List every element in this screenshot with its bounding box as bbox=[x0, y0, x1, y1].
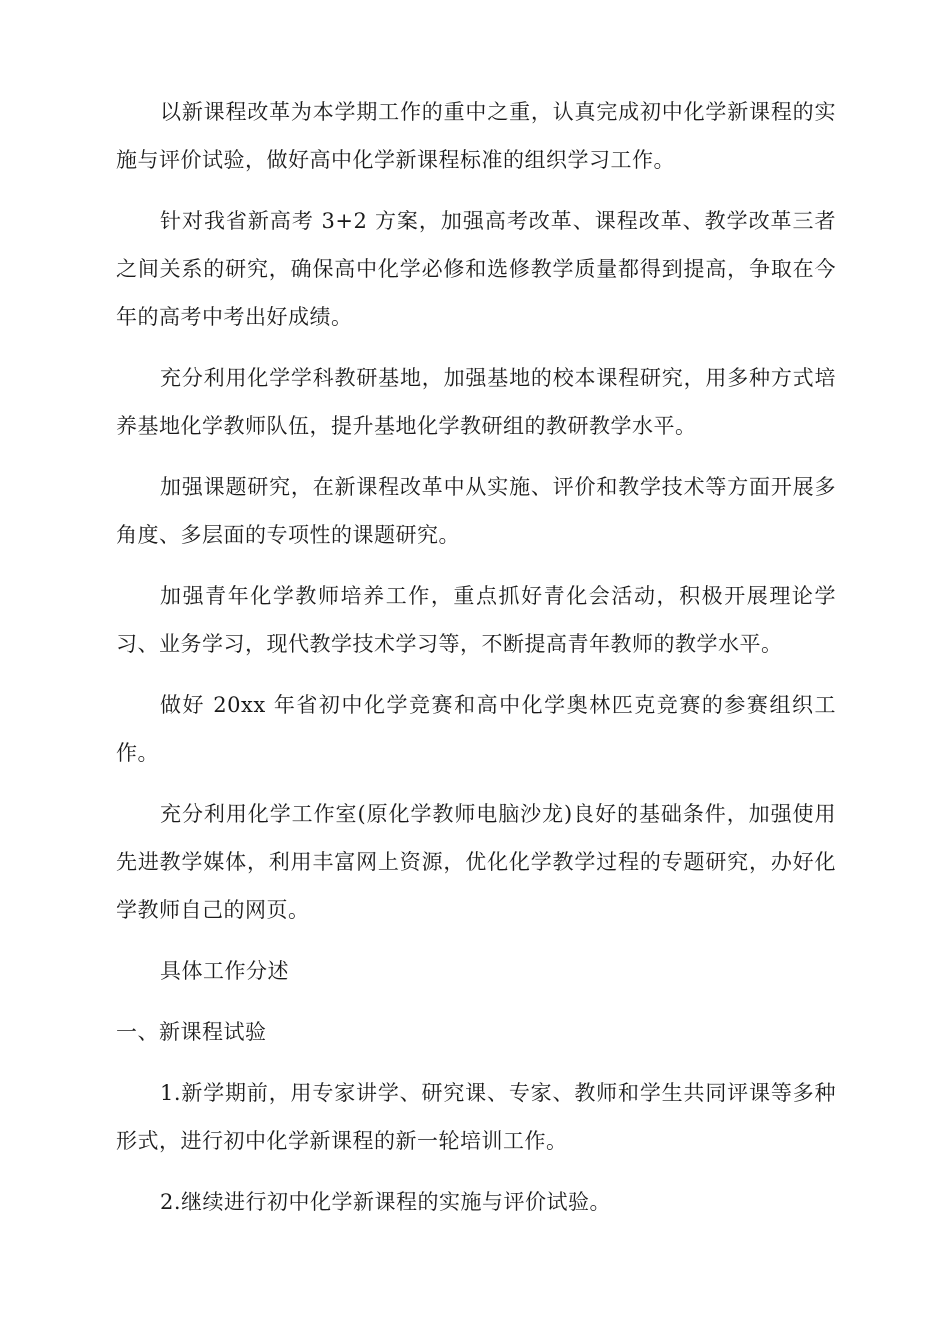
paragraph-new-curriculum-focus: 以新课程改革为本学期工作的重中之重，认真完成初中化学新课程的实施与评价试验，做好高中化学新课程标准的组织学习工作。 bbox=[116, 100, 836, 172]
list-item-evaluation: 2.继续进行初中化学新课程的实施与评价试验。 bbox=[160, 1190, 612, 1214]
document-body bbox=[116, 88, 836, 1239]
paragraph-competitions: 做好 20xx 年省初中化学竞赛和高中化学奥林匹克竞赛的参赛组织工作。 bbox=[116, 693, 836, 765]
subheading-work-details: 具体工作分述 bbox=[160, 959, 289, 983]
paragraph-chemistry-studio: 充分利用化学工作室(原化学教师电脑沙龙)良好的基础条件，加强使用先进教学媒体，利用丰富网上资源，优化化学教学过程的专题研究，办好化学教师自己的网页。 bbox=[116, 802, 836, 922]
paragraph-research-base: 充分利用化学学科教研基地，加强基地的校本课程研究，用多种方式培养基地化学教师队伍，提升基地化学教研组的教研教学水平。 bbox=[116, 366, 836, 438]
paragraph-gaokao-reform: 针对我省新高考 3+2 方案，加强高考改革、课程改革、教学改革三者之间关系的研究，确保高中化学必修和选修教学质量都得到提高，争取在今年的高考中考出好成绩。 bbox=[116, 209, 836, 329]
paragraph-young-teachers: 加强青年化学教师培养工作，重点抓好青化会活动，积极开展理论学习、业务学习，现代教学技术学习等，不断提高青年教师的教学水平。 bbox=[116, 584, 836, 656]
list-item-training: 1.新学期前，用专家讲学、研究课、专家、教师和学生共同评课等多种形式，进行初中化学新课程的新一轮培训工作。 bbox=[116, 1081, 836, 1153]
section-title-new-curriculum: 一、新课程试验 bbox=[116, 1020, 267, 1044]
paragraph-topic-research: 加强课题研究，在新课程改革中从实施、评价和教学技术等方面开展多角度、多层面的专项性的课题研究。 bbox=[116, 475, 836, 547]
